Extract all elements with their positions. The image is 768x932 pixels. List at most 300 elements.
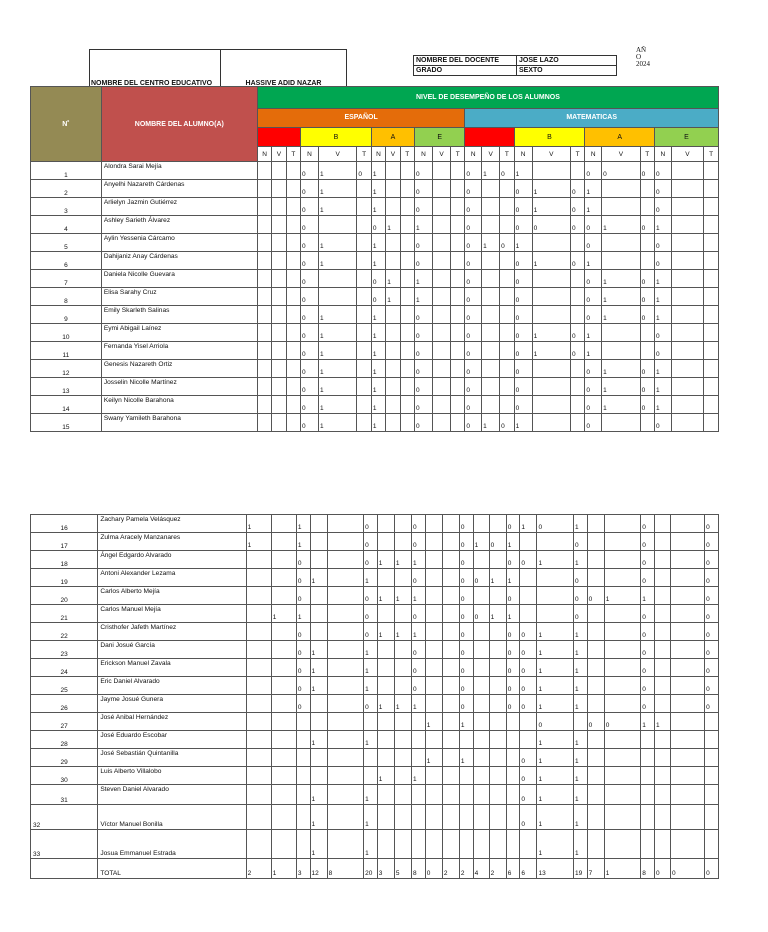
grade-cell: 1	[371, 306, 385, 324]
grade-cell	[412, 731, 426, 749]
grade-cell	[587, 605, 604, 623]
sub-v-header: V	[319, 147, 357, 162]
grade-cell	[286, 162, 300, 180]
grade-cell: 1	[573, 731, 587, 749]
docente-label: NOMBRE DEL DOCENTE	[414, 56, 517, 66]
grade-cell	[394, 805, 411, 830]
grade-cell	[286, 306, 300, 324]
grade-cell	[602, 324, 640, 342]
grade-cell	[500, 288, 514, 306]
grade-cell: 0	[459, 677, 473, 695]
table-row	[31, 749, 719, 767]
grade-cell	[473, 749, 489, 767]
school-name: HASSIVE ADID NAZAR	[221, 77, 347, 88]
grade-cell: 0	[459, 695, 473, 713]
grade-cell	[705, 805, 719, 830]
row-number: 20	[31, 587, 98, 605]
grade-cell: 0	[364, 551, 378, 569]
grade-cell: 0	[459, 551, 473, 569]
grade-cell	[377, 659, 394, 677]
grade-cell: 0	[414, 360, 432, 378]
grade-cell	[377, 677, 394, 695]
grade-cell: 0	[371, 270, 385, 288]
grade-cell	[704, 324, 719, 342]
grade-cell: 1	[414, 216, 432, 234]
grade-cell	[364, 749, 378, 767]
grade-cell	[670, 767, 704, 785]
grade-cell	[257, 198, 271, 216]
grade-cell: 1	[482, 234, 500, 252]
grade-cell	[400, 360, 414, 378]
grade-cell	[394, 515, 411, 533]
grade-cell: 1	[602, 288, 640, 306]
grade-cell: 1	[537, 749, 574, 767]
grade-cell: 0	[465, 360, 482, 378]
student-name: Keilyn Nicolle Barahona	[101, 396, 257, 414]
grade-cell	[271, 587, 296, 605]
grade-cell: 0	[532, 216, 570, 234]
grade-cell	[670, 605, 704, 623]
grade-cell	[400, 198, 414, 216]
grade-cell	[286, 270, 300, 288]
grade-cell	[602, 414, 640, 432]
grade-cell	[327, 731, 364, 749]
grade-cell: 1	[537, 805, 574, 830]
grade-cell	[327, 569, 364, 587]
grade-cell	[500, 306, 514, 324]
row-number: 15	[31, 414, 102, 432]
grade-cell	[520, 731, 537, 749]
grade-cell	[425, 805, 442, 830]
grade-cell	[377, 605, 394, 623]
grade-cell: 0	[301, 216, 319, 234]
grade-cell	[570, 270, 584, 288]
grade-cell	[327, 830, 364, 859]
grade-cell	[489, 587, 506, 605]
grade-cell	[520, 605, 537, 623]
grade-cell	[357, 360, 371, 378]
grade-cell	[286, 216, 300, 234]
grade-cell: 0	[573, 605, 587, 623]
grade-cell	[520, 569, 537, 587]
grade-cell: 0	[357, 162, 371, 180]
grade-cell	[532, 306, 570, 324]
row-number: 1	[31, 162, 102, 180]
grade-cell	[587, 805, 604, 830]
grade-cell	[377, 805, 394, 830]
grade-cell	[654, 641, 670, 659]
grade-cell	[271, 749, 296, 767]
student-name: Daniela Nicolle Guevara	[101, 270, 257, 288]
grade-cell	[604, 605, 641, 623]
grade-cell: 1	[482, 414, 500, 432]
grade-cell	[654, 785, 670, 805]
grade-cell: 0	[520, 641, 537, 659]
grade-cell	[412, 713, 426, 731]
grade-cell	[654, 805, 670, 830]
grade-cell	[271, 551, 296, 569]
grade-cell	[400, 306, 414, 324]
grade-cell	[377, 785, 394, 805]
grade-cell: 1	[473, 533, 489, 551]
grade-cell: 1	[654, 306, 671, 324]
grade-cell: 0	[654, 252, 671, 270]
grade-cell: 0	[414, 306, 432, 324]
grade-cell: 0	[500, 414, 514, 432]
grade-cell	[473, 659, 489, 677]
grade-cell: 0	[412, 533, 426, 551]
grade-cell	[327, 805, 364, 830]
grade-cell: 1	[364, 830, 378, 859]
grade-cell: 0	[465, 198, 482, 216]
grade-cell	[442, 767, 459, 785]
table-row	[31, 659, 719, 677]
grade-cell: 0	[520, 749, 537, 767]
grade-cell	[246, 605, 271, 623]
grade-cell: 0	[459, 605, 473, 623]
grade-cell	[286, 180, 300, 198]
grade-cell: 0	[705, 695, 719, 713]
grade-cell	[377, 569, 394, 587]
grade-cell: 0	[301, 180, 319, 198]
grade-cell: 1	[271, 605, 296, 623]
sub-t-header: T	[640, 147, 654, 162]
grade-cell: 0	[640, 396, 654, 414]
grade-cell: 0	[640, 162, 654, 180]
grade-cell	[386, 234, 400, 252]
grade-cell: 1	[573, 641, 587, 659]
student-name: Steven Daniel Alvarado	[98, 785, 246, 805]
grade-cell	[532, 378, 570, 396]
grade-cell	[602, 252, 640, 270]
grade-cell	[489, 785, 506, 805]
grade-cell: 0	[705, 533, 719, 551]
grade-cell	[357, 306, 371, 324]
grade-cell: 1	[319, 306, 357, 324]
grade-cell: 0	[602, 162, 640, 180]
grade-cell	[532, 414, 570, 432]
grade-cell	[640, 180, 654, 198]
student-name: Alondra Sarai Mejía	[101, 162, 257, 180]
grade-cell: 1	[364, 659, 378, 677]
grade-cell	[587, 533, 604, 551]
grade-cell	[400, 234, 414, 252]
grade-cell	[246, 767, 271, 785]
grade-cell	[272, 216, 286, 234]
grade-cell	[296, 767, 310, 785]
row-number: 28	[31, 731, 98, 749]
grade-cell: 0	[587, 587, 604, 605]
grade-cell: 1	[514, 162, 532, 180]
grade-cell: 7	[587, 859, 604, 879]
table-row	[31, 252, 719, 270]
grade-cell: 1	[371, 414, 385, 432]
grade-cell	[357, 396, 371, 414]
grade-cell: 0	[585, 360, 602, 378]
grade-cell: 0	[301, 198, 319, 216]
grade-cell	[704, 270, 719, 288]
grade-cell	[704, 414, 719, 432]
grade-cell	[671, 234, 703, 252]
grade-cell: 1	[319, 360, 357, 378]
grade-cell	[286, 414, 300, 432]
grade-cell: 0	[465, 378, 482, 396]
grade-cell: 1	[537, 767, 574, 785]
grade-cell	[670, 695, 704, 713]
grade-cell	[310, 533, 327, 551]
grade-cell	[450, 342, 464, 360]
grade-cell	[450, 288, 464, 306]
grade-cell: 1	[412, 695, 426, 713]
grade-cell	[425, 659, 442, 677]
grade-cell	[641, 830, 655, 859]
year-label	[636, 47, 650, 68]
grade-cell: 0	[296, 659, 310, 677]
grade-cell	[271, 767, 296, 785]
grade-cell	[442, 713, 459, 731]
grade-cell	[450, 162, 464, 180]
level-i-header: I	[257, 127, 300, 146]
grade-cell: 1	[394, 695, 411, 713]
grade-cell: 0	[364, 533, 378, 551]
grade-cell	[442, 533, 459, 551]
grade-cell	[705, 830, 719, 859]
grade-cell: 1	[573, 695, 587, 713]
grade-cell	[500, 360, 514, 378]
grade-cell: 0	[514, 396, 532, 414]
grade-cell	[271, 731, 296, 749]
grade-cell	[570, 396, 584, 414]
table-row	[31, 713, 719, 731]
grade-cell: 0	[514, 360, 532, 378]
grade-cell: 1	[573, 749, 587, 767]
grade-cell	[272, 306, 286, 324]
grade-cell	[604, 805, 641, 830]
grade-cell: 0	[459, 515, 473, 533]
grade-cell	[459, 785, 473, 805]
grade-cell	[272, 288, 286, 306]
grade-cell	[671, 180, 703, 198]
grade-cell: 0	[570, 324, 584, 342]
grade-cell	[587, 659, 604, 677]
grade-cell	[246, 569, 271, 587]
grade-cell: 8	[412, 859, 426, 879]
grade-cell: 1	[489, 569, 506, 587]
grade-cell	[286, 252, 300, 270]
row-number: 18	[31, 551, 98, 569]
grade-cell: 0	[465, 234, 482, 252]
grade-cell: 0	[641, 551, 655, 569]
grade-cell	[489, 713, 506, 731]
sub-n-header: N	[654, 147, 671, 162]
grade-cell: 0	[654, 324, 671, 342]
grade-cell	[482, 396, 500, 414]
grade-cell: 1	[296, 533, 310, 551]
table-row	[31, 414, 719, 432]
table-row	[31, 767, 719, 785]
student-name: Carlos Manuel Mejía	[98, 605, 246, 623]
grade-cell	[500, 324, 514, 342]
grade-cell: 1	[573, 830, 587, 859]
grade-cell	[604, 830, 641, 859]
grade-cell: 13	[537, 859, 574, 879]
grade-cell	[604, 515, 641, 533]
grade-cell	[671, 324, 703, 342]
grade-cell: 0	[585, 378, 602, 396]
grade-cell: 0	[414, 198, 432, 216]
row-number: 2	[31, 180, 102, 198]
grade-cell: 3	[296, 859, 310, 879]
grade-cell	[506, 713, 520, 731]
sub-v-header: V	[602, 147, 640, 162]
grade-cell: 0	[514, 198, 532, 216]
grade-cell	[400, 378, 414, 396]
grade-cell	[654, 587, 670, 605]
grade-cell: 1	[364, 731, 378, 749]
grade-cell	[357, 342, 371, 360]
grade-cell	[641, 767, 655, 785]
grade-cell: 0	[473, 605, 489, 623]
grade-cell: 0	[506, 641, 520, 659]
grade-cell	[442, 641, 459, 659]
grade-cell: 1	[414, 270, 432, 288]
grade-cell	[604, 533, 641, 551]
grade-cell	[532, 162, 570, 180]
grade-cell	[604, 677, 641, 695]
grade-cell	[532, 234, 570, 252]
student-name: Dahijaniz Anay Cárdenas	[101, 252, 257, 270]
student-name: Josselin Nicolle Martínez	[101, 378, 257, 396]
grade-cell: 1	[371, 198, 385, 216]
row-number: 31	[31, 785, 98, 805]
grade-cell	[327, 785, 364, 805]
grade-cell	[604, 695, 641, 713]
student-name: Erickson Manuel Zavala	[98, 659, 246, 677]
grade-cell	[271, 713, 296, 731]
grade-cell	[357, 252, 371, 270]
grade-cell	[257, 342, 271, 360]
grade-cell	[570, 162, 584, 180]
grade-cell	[257, 288, 271, 306]
grade-cell	[520, 533, 537, 551]
grade-cell: 0	[296, 695, 310, 713]
grade-cell: 0	[414, 252, 432, 270]
grade-cell	[327, 641, 364, 659]
grade-cell	[425, 641, 442, 659]
grades-table-page-2	[30, 514, 719, 879]
grade-cell: 1	[537, 677, 574, 695]
grade-cell	[671, 396, 703, 414]
grade-cell	[602, 234, 640, 252]
table-row	[31, 830, 719, 859]
grade-cell: 0	[520, 677, 537, 695]
grade-cell	[257, 252, 271, 270]
grade-cell: 0	[465, 324, 482, 342]
grade-cell: 0	[705, 551, 719, 569]
sub-v-header: V	[272, 147, 286, 162]
grade-cell	[671, 216, 703, 234]
grade-cell: 1	[319, 414, 357, 432]
grade-cell: 0	[640, 288, 654, 306]
grade-cell	[310, 767, 327, 785]
grade-cell	[537, 605, 574, 623]
grade-cell: 1	[246, 533, 271, 551]
grade-cell	[272, 360, 286, 378]
grade-cell: 0	[465, 162, 482, 180]
grade-cell: 0	[670, 859, 704, 879]
grade-cell	[654, 569, 670, 587]
grade-cell: 0	[301, 414, 319, 432]
grade-cell: 0	[585, 396, 602, 414]
grade-cell: 0	[640, 378, 654, 396]
student-name: Carlos Alberto Mejía	[98, 587, 246, 605]
grado-value: SEXTO	[517, 66, 617, 76]
grade-cell: 1	[371, 234, 385, 252]
table-row	[31, 859, 719, 879]
docente-value: JOSE LAZO	[517, 56, 617, 66]
grade-cell: 0	[585, 162, 602, 180]
grade-cell: 0	[414, 414, 432, 432]
grade-cell	[670, 515, 704, 533]
row-number: 10	[31, 324, 102, 342]
grade-cell: 0	[641, 515, 655, 533]
grade-cell: 1	[654, 288, 671, 306]
grade-cell: 0	[412, 569, 426, 587]
table-row	[31, 270, 719, 288]
grade-cell	[450, 324, 464, 342]
grade-cell	[432, 234, 450, 252]
grade-cell	[671, 360, 703, 378]
grade-cell	[604, 569, 641, 587]
grade-cell: 1	[319, 252, 357, 270]
grade-cell	[671, 252, 703, 270]
grade-cell: 0	[585, 288, 602, 306]
grade-cell	[377, 749, 394, 767]
grade-cell: 0	[654, 162, 671, 180]
grade-cell	[327, 767, 364, 785]
grade-cell	[450, 270, 464, 288]
grade-cell	[671, 342, 703, 360]
grade-cell: 1	[532, 252, 570, 270]
grade-cell	[640, 324, 654, 342]
grade-cell: 1	[585, 198, 602, 216]
grade-cell	[450, 414, 464, 432]
grade-cell	[570, 234, 584, 252]
grade-cell	[310, 587, 327, 605]
row-number: 9	[31, 306, 102, 324]
grade-cell	[271, 623, 296, 641]
grade-cell: 1	[654, 396, 671, 414]
grade-cell: 1	[310, 785, 327, 805]
grade-cell	[671, 378, 703, 396]
grade-cell	[286, 360, 300, 378]
row-number: 14	[31, 396, 102, 414]
grade-cell	[442, 587, 459, 605]
grade-cell	[425, 830, 442, 859]
row-number: 32	[31, 805, 98, 830]
grade-cell	[357, 234, 371, 252]
grade-cell	[570, 306, 584, 324]
grade-cell: 0	[465, 414, 482, 432]
grade-cell: 0	[506, 623, 520, 641]
grade-cell: 0	[705, 859, 719, 879]
sub-v-header: V	[482, 147, 500, 162]
grade-cell: 1	[459, 713, 473, 731]
grade-cell: 0	[414, 162, 432, 180]
row-number: 33	[31, 830, 98, 859]
grade-cell	[489, 515, 506, 533]
grade-cell: 0	[705, 569, 719, 587]
